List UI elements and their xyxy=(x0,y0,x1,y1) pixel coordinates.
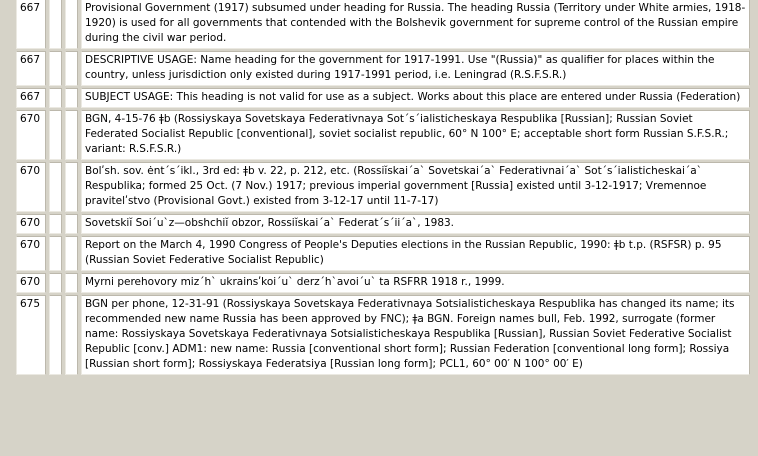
indicator-1 xyxy=(49,162,62,212)
indicator-2 xyxy=(65,0,78,49)
indicator-1 xyxy=(49,273,62,293)
indicator-1 xyxy=(49,214,62,234)
indicator-1 xyxy=(49,88,62,108)
field-content: SUBJECT USAGE: This heading is not valid for use as a subject. Works about this place are entered under Russia (Federation) xyxy=(81,88,750,108)
marc-record-table xyxy=(16,0,750,377)
field-content: Provisional Government (1917) subsumed under heading for Russia. The heading Russia (Territory under White armies, 1918-1920) is used for all governments that contended with the Bolshevik government for supreme control of the Russian empire during the civil war period. xyxy=(81,0,750,49)
field-tag: 670 xyxy=(16,162,46,212)
indicator-2 xyxy=(65,273,78,293)
indicator-2 xyxy=(65,236,78,271)
field-content: BGN, 4-15-76 ǂb (Rossiyskaya Sovetskaya Federativnaya Sotˊsˊialisticheskaya Respublika [Russian]; Russian Soviet Federated Socialist Republic [conventional], soviet socialist republic, 60° N 100° E; acceptable short form Russian S.F.S.R.; variant: R.S.F.S.R.) xyxy=(81,110,750,160)
field-tag: 667 xyxy=(16,51,46,86)
table-row xyxy=(16,236,750,271)
field-content: Myrni perehovory mizˊhˋ ukrainsʹkoiˊuˋ derzˊhˋavoiˊuˋ ta RSFRR 1918 r., 1999. xyxy=(81,273,750,293)
indicator-2 xyxy=(65,162,78,212)
table-row xyxy=(16,0,750,49)
field-tag: 670 xyxy=(16,110,46,160)
indicator-1 xyxy=(49,110,62,160)
field-tag: 667 xyxy=(16,88,46,108)
indicator-2 xyxy=(65,214,78,234)
table-row xyxy=(16,51,750,86)
field-tag: 675 xyxy=(16,295,46,375)
indicator-1 xyxy=(49,236,62,271)
field-tag: 670 xyxy=(16,236,46,271)
indicator-2 xyxy=(65,51,78,86)
field-content: Report on the March 4, 1990 Congress of People's Deputies elections in the Russian Republic, 1990: ǂb t.p. (RSFSR) p. 95 (Russian Soviet Federative Socialist Republic) xyxy=(81,236,750,271)
field-tag: 670 xyxy=(16,273,46,293)
table-row xyxy=(16,162,750,212)
field-content: DESCRIPTIVE USAGE: Name heading for the government for 1917-1991. Use "(Russia)" as qualifier for places within the country, unless jurisdiction only existed during 1917-1991 period, i.e. Leningrad (R.S.F.S.R.) xyxy=(81,51,750,86)
table-row xyxy=(16,88,750,108)
indicator-1 xyxy=(49,295,62,375)
indicator-2 xyxy=(65,88,78,108)
field-content: Bolʹsh. sov. ėntˊsˊikl., 3rd ed: ǂb v. 22, p. 212, etc. (Rossiĭskaiˊaˋ Sovetskaiˊaˋ Federativnaiˊaˋ Sotˊsˊialisticheskaiˊaˋ Respublika; formed 25 Oct. (7 Nov.) 1917; previous imperial government [Russia] existed until 3-12-1917; Vremennoe pravitelʹstvo (Provisional Govt.) existed from 3-12-17 until 11-7-17) xyxy=(81,162,750,212)
field-content: Sovetskiĭ Soiˊuˋz—obshchiĭ obzor, Rossiĭskaiˊaˋ Federatˊsˊiiˊaˋ, 1983. xyxy=(81,214,750,234)
field-tag: 667 xyxy=(16,0,46,49)
table-row xyxy=(16,295,750,375)
indicator-1 xyxy=(49,51,62,86)
table-row xyxy=(16,110,750,160)
table-row xyxy=(16,273,750,293)
indicator-2 xyxy=(65,110,78,160)
field-content: BGN per phone, 12-31-91 (Rossiyskaya Sovetskaya Federativnaya Sotsialisticheskaya Respublika has changed its name; its recommended new name Russia has been approved by FNC); ǂa BGN. Foreign names bull, Feb. 1992, surrogate (former name: Rossiyskaya Sovetskaya Federativnaya Sotsialisticheskaya Respublika [Russian], Russian Soviet Federative Socialist Republic [conv.] ADM1: new name: Russia [conventional short form]; Russian Federation [conventional long form]; Rossiya [Russian short form]; Rossiyskaya Federatsiya [Russian long form]; PCL1, 60° 00′ N 100° 00′ E) xyxy=(81,295,750,375)
indicator-1 xyxy=(49,0,62,49)
indicator-2 xyxy=(65,295,78,375)
table-row xyxy=(16,214,750,234)
field-tag: 670 xyxy=(16,214,46,234)
